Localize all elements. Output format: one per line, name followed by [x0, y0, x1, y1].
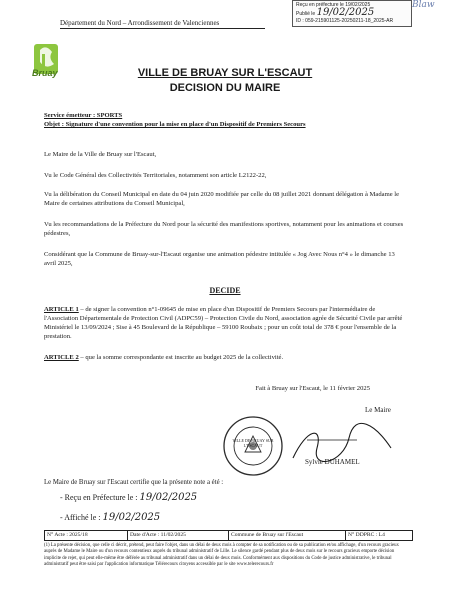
act-date-cell: Date d'Acte : 11/02/2025: [128, 531, 229, 540]
stamp-published-date: 19/02/2025: [316, 7, 375, 18]
affiche-row: [60, 512, 160, 523]
recu-bullet: -: [60, 493, 65, 502]
considerant-paragraph: Considérant que la Commune de Bruay-sur-l'Escaut organise une animation pédestre intitulée « Jog Avec Nous n°4 » le dimanche 13 avril 2025,: [44, 251, 395, 267]
ddprc-cell: N° DDPRC : L4: [348, 532, 385, 538]
page-title: VILLE DE BRUAY SUR L'ESCAUT: [137, 67, 313, 79]
affiche-date-handwritten: 19/02/2025: [102, 512, 161, 523]
article-1: [44, 305, 404, 341]
service-line: Service émetteur : SPORTS: [44, 112, 123, 119]
article-2-text: – que la somme correspondante est inscrite au budget 2025 de la collectivité.: [78, 354, 284, 361]
page-subtitle: DECISION DU MAIRE: [169, 82, 281, 94]
signatory-name: Sylvie DUHAMEL: [305, 458, 360, 466]
commune-cell: Commune de Bruay sur l'Escaut: [229, 531, 346, 540]
act-info-table: [44, 530, 413, 541]
fait-line: Fait à Bruay sur l'Escaut, le 11 février 2025: [255, 385, 370, 392]
article-2-label: ARTICLE 2: [44, 354, 79, 361]
stamp-published-row: [296, 9, 408, 18]
stamp-id: ID : 059-215901125-20250211-18_2025-AR: [296, 18, 394, 24]
maire-label: Le Maire: [365, 406, 391, 414]
stamp-received: Reçu en préfecture le 19/02/2025: [296, 2, 371, 8]
recu-date-handwritten: 19/02/2025: [139, 492, 198, 503]
stamp-annotation: Blaw: [412, 0, 435, 10]
recu-prefecture-row: [60, 492, 197, 503]
legal-footer: (1) La présente décision, que celle ci décrit, prétend, peut faire l'objet, dans un délai de deux mois à compter de sa notification ou de sa publication et/ou affichage, d'un recours gracieux auprès de Madame le Maire ou d'un recours contentieux auprès du tribunal administratif de Lille. Le silence gardé pendant plus de deux mois sur le recours gracieux emporte décision implicite de rejet, qui peut elle-même être déférée au tribunal administratif dans un délai de deux mois. Conformément aux dispositions du Code de justice administrative, le tribunal administratif peut être saisi par l'application informatique Télérecours citoyens accessible par le site www.telerecours.fr: [44, 543, 399, 567]
logo-text: Bruay: [32, 68, 58, 78]
stamp-published-label: Publié le: [296, 11, 316, 17]
prefecture-stamp: [292, 0, 450, 40]
affiche-bullet: -: [60, 513, 65, 522]
signature-block: [215, 398, 415, 478]
act-number-cell: N° Acte : 2025/18: [45, 531, 128, 540]
affiche-label: Affiché le :: [64, 513, 101, 522]
article-1-text: – de signer la convention n°1-09645 de mise en place d'un Dispositif de Premiers Secours par l'intermédiaire de l'Association Départementale de Protection Civil (ADPC59) – Protection Civile du Nord, association agrée de Sécurité Civile par arrêté Ministériel le 13/09/2024 ; Sise à 45 Boulevard de la République – 59100 Roubaix ; pour un coût total de 378 € pour l'ensemble de la prestation.: [44, 306, 403, 340]
certification-line: Le Maire de Bruay sur l'Escaut certifie que la présente note a été :: [44, 479, 224, 486]
article-1-label: ARTICLE 1: [44, 306, 79, 313]
vu-deliberation-paragraph: Vu la délibération du Conseil Municipal en date du 04 juin 2020 modifiée par celle du 08 juillet 2021 donnant délégation à Madame le Maire de certaines attributions du Conseil Municipal,: [44, 191, 400, 207]
decide-heading: DECIDE: [209, 286, 241, 295]
seal-text: VILLE DE BRUAY SUR L'ESCAUT: [232, 438, 274, 448]
vu-prefecture-paragraph: Vu les recommandations de la Préfecture du Nord pour la sécurité des manifestions sportives, notamment pour les animations et courses pédestres,: [44, 221, 404, 237]
vu-code-paragraph: Vu le Code Général des Collectivités Territoriales, notamment son article L2122-22,: [44, 172, 267, 179]
recu-label: Reçu en Préfecture le :: [64, 493, 138, 502]
department-header: Département du Nord – Arrondissement de Valenciennes: [60, 19, 265, 29]
article-2: [44, 353, 404, 362]
objet-line: Objet : Signature d'une convention pour la mise en place d'un Dispositif de Premiers Secours: [44, 121, 306, 128]
intro-paragraph: Le Maire de la Ville de Bruay sur l'Escaut,: [44, 151, 157, 158]
